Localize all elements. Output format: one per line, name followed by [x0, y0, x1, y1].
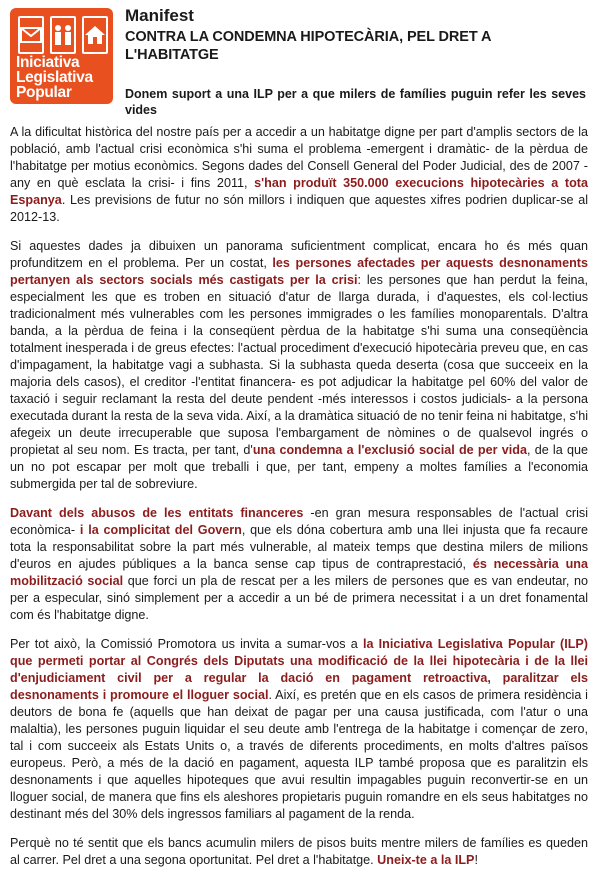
- paragraph-text: . Les previsions de futur no són millors i indiquen que aquestes xifres podrien duplicar-se al 2012-13.: [10, 193, 588, 224]
- ilp-logo: [10, 8, 113, 104]
- body-paragraph: [10, 238, 588, 493]
- highlighted-text: una condemna a l'exclusió social de per vida: [252, 443, 527, 457]
- page-title: Manifest: [125, 6, 194, 25]
- body-paragraph: [10, 636, 588, 823]
- paragraph-text: !: [474, 853, 478, 867]
- page-subtitle: CONTRA LA CONDEMNA HIPOTECÀRIA, PEL DRET A L'HABITATGE: [125, 29, 491, 63]
- body-paragraph: [10, 505, 588, 624]
- highlighted-text: Uneix-te a la ILP: [377, 853, 475, 867]
- body-paragraph: [10, 835, 588, 869]
- logo-icons: [18, 16, 105, 56]
- highlighted-text: s'han produït 350.000 execucions hipotecàries a tota Espanya: [10, 176, 588, 207]
- lead-text: Donem suport a una ILP per a que milers de famílies puguin refer les seves vides: [125, 87, 586, 117]
- document-header: [125, 6, 586, 118]
- paragraph-text: : les persones que han perdut la feina, especialment les que es troben en situació d'atur de llarga durada, i d'aquestes, els col·lectius tradicionalment més vulnerables com les persones immigrades o les famílies monoparentals. D'altra banda, a la pèrdua de feina i la conseqüent pèrdua de la habitatge s'hi suma una conseqüència totalment inesperada i de greus efectes: l'actual procediment d'execució hipotecària preveu que, en cas d'impagament, la habitatge vagi a subhasta. Si la subhasta queda deserta (cosa que succeeix en la majoria dels casos), el creditor -l'entitat financera- es pot adjudicar la habitatge pel 60% del valor de taxació i seguir reclamant la resta del deute pendent -més interessos i costos judicials- a la persona executada durant la resta de la seva vida. Així, a la dramàtica situació de no tenir feina ni habitatge, s'hi afegeix un deute irrecuperable que suposa l'embargament de nòmines o de qualsevol ingrés o propietat al seu nom. Es tracta, per tant, d': [10, 273, 588, 457]
- paragraph-text: que forci un pla de rescat per a les milers de persones que es van endeutar, no per a especular, sinó simplement per a accedir a un bé de primera necessitat i a un dret fonamental com és l'habitatge digne.: [10, 574, 588, 622]
- highlighted-text: Davant dels abusos de les entitats financeres: [10, 506, 304, 520]
- logo-text: [16, 55, 109, 100]
- manifest-body: [10, 124, 588, 881]
- logo-line: Popular: [16, 84, 72, 101]
- paragraph-text: -en gran mesura responsables de l'actual crisi econòmica-: [10, 506, 588, 537]
- paragraph-text: Per tot això, la Comissió Promotora us invita a sumar-vos a: [10, 637, 363, 651]
- house-icon: [82, 16, 108, 54]
- paragraph-text: . Així, es pretén que en els casos de primera residència i deutors de bona fe (aquells que han deixat de pagar per una causa justificada, com l'atur o una malaltia), les persones puguin liquidar el seu deute amb l'entrega de la habitatge i començar de zero, tal i com succeeix als Estats Units o, a través de diferents procediments, en molts d'altres països europeus. Però, a més de la dació en pagament, aquesta ILP també proposa que es paralitzin els desnonaments i que aquelles hipoteques que avui resultin impagables puguin reconvertir-se en un lloguer social, de manera que fins els aleshores propietaris puguin romandre en els seus habitatges no destinant més del 30% dels ingressos familiars al pagament de la renda.: [10, 688, 588, 821]
- highlighted-text: la Iniciativa Legislativa Popular (ILP) que permeti portar al Congrés dels Diputats una modificació de la llei hipotecària i de la llei d'enjudiciament civil per a regular la dació en pagament retroactiva, paralitzar els desnonaments i promoure el lloguer social: [10, 637, 588, 702]
- highlighted-text: i la complicitat del Govern: [79, 523, 242, 537]
- highlighted-text: és necessària una mobilització social: [10, 557, 588, 588]
- highlighted-text: les persones afectades per aquests desnonaments pertanyen als sectors socials més castigats per la crisi: [10, 256, 589, 287]
- paragraph-text: , que els dóna cobertura amb una llei injusta que fa recaure tota la responsabilitat sobre la part més vulnerable, al mateix temps que destina milers de milions d'euros en ajudes públiques a la banca sense cap tipus de contraprestació,: [10, 523, 588, 571]
- logo-line: Legislativa: [16, 69, 93, 86]
- body-paragraph: [10, 124, 588, 226]
- paragraph-text: A la dificultat històrica del nostre país per a accedir a un habitatge digne per part d'amplis sectors de la població, amb l'actual crisi econòmica s'hi suma el problema -emergent i dramàtic- de la pèrdua de l'habitatge per motius econòmics. Segons dades del Consell General del Poder Judicial, des de 2007 -any en què esclata la crisi- i fins 2011,: [10, 125, 588, 190]
- envelope-icon: [18, 16, 44, 54]
- paragraph-text: , de la que un no pot escapar per molt que treballi i que, per tant, empeny a moltes famílies a l'economia submergida per tal de sobreviure.: [10, 443, 588, 491]
- people-icon: [50, 16, 76, 54]
- paragraph-text: Si aquestes dades ja dibuixen un panorama suficientment complicat, encara ho és més quan profunditzem en el problema. Per un costat,: [10, 239, 588, 270]
- logo-line: Iniciativa: [16, 54, 80, 71]
- paragraph-text: Perquè no té sentit que els bancs acumulin milers de pisos buits mentre milers de famílies es queden al carrer. Pel dret a una segona oportunitat. Pel dret a l'habitatge.: [10, 836, 588, 867]
